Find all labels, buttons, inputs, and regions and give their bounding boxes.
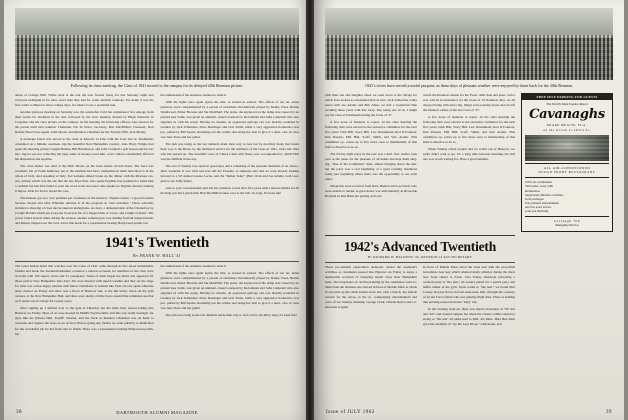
reunion-photo-right [325,8,613,80]
right-article-headline: 1942's Advanced Twentieth [344,238,497,254]
ad-feature-7: Au Fun, solar terrace [525,205,552,210]
ad-divider-2 [525,177,609,178]
ad-divider-3 [525,216,609,217]
right-article-para-3: In the evening went on, there was much circulation of "99 '42s and '42s" and around campus but when the classes combe started to swing at "the tent" all paths lead to Mid- dle Mass. Here Bob Kirk gave his rendition of "Up the Lazy River," with steam, and [423,307,515,327]
folio-page-number-right: 39 [606,410,612,415]
right-article-para-2: In front of Middle Mass stood the class tent with the proverbial bottomless beer keg which whetted many whistles during the short beer from sunset to dawn. Late Friday afternoon following a cocktail party at "the tent," all around joined for a punch party and buffet dinner at the gym. Upon return to "the tent," we found Bob Causey had just flown in from Anaconda, Mil., through the courtesy of an Air Force friend who was gaining flight time. There is nothing like arriving soused from the "long" trip. [423,265,515,305]
ad-location-line-1: MIAMI BEACH, FLA. [546,123,588,128]
advertisement-cavanaghs[interactable] [521,93,613,232]
left-article-para-4: With the lights once again aglow the mix- er started in earnest. The effects of our tal- ented grimaces were complemented by a parade of old-timers involuntarily played by Danny Trees, Bernie Smallwood, Elmer Browne and Stu MacPhail. The piano, the keyboard on the damp side caused by no printed beer baths, was given an unintent- tioned workout by Don Raisin and John Campbell who also supplied us with his songs. Having no dreams, an oppressed garbage can was heartily pounded in rotation by Jack Schleicher, Dave Dearinger and Jack Tuttle, while a very aggressive harmonica was pro- pelled by Bill Squire. Rounding out the combo and doing her best to give it a moti- vate of class was Jane Trees and her guitar. [160,271,299,311]
left-article-headline: 1941's Twentieth [104,235,210,252]
ad-feature-1: 100% air-conditioned [525,180,552,185]
page-left-content [15,8,299,402]
right-upper-col-3 [521,93,613,232]
right-article-byline: By RICHARD W. BALDWIN '42, REUNION CLASS SECRETARY [368,255,473,260]
left-article-para-3: the enthusiasm of the audience seemed to belie it. [160,264,227,269]
ad-divider [525,163,609,164]
right-article-para-1: Those pre-reunion expectation underesti- mated the weekend's activities as classmates poured into Hanover on Friday to enjoy a memorable occasion of renewing tender close New Hampshire skies. The long hours of careful planning by the committee went ev- ident from the moment one arrived in front of Middle Mass to check in and pick up the relish Indian straw hat, with a match- ing female version for the wives, to the ac- companying entertainment and color of our Sunday morning. George Clark, Charlie Reeve and Co. had done it again. [325,265,417,310]
right-article-columns [325,265,613,329]
ad-feature-8: acres (on theWalk) [525,209,549,214]
left-article-columns [15,264,299,338]
left-article-col-2 [161,264,300,338]
right-upper-col-2: curled the Reunion cannon for his Twen- tieth. Ken and jesus, Jack's son, will be in attendance for the Class of '41 Reunion. Roy, we all enjoyed being with and a big, things were pouring down and we left the bleakest cabins of the late Class of '37. A few notes of business to report. At the class meeting the following men were elected to the executive committee for the next five years: Dick Hill, Stacy Hill, Lew Drummond, Red O'Connors, Dan Preston, Phil Hall, Scoff- Smith, and Stev Aedler. This committee op- erates up to five more soon to membership of that fund to dissolve to do so. When Sunday rolled around and we rolled out of Hanover, we sadly didn't want to go. It's a long time between meetings but this one was worth waiting for. Have a good summer. [423,92,515,162]
page-left [4,0,310,420]
left-byline-rule [15,261,299,262]
right-article-col-3 [521,265,613,329]
ad-resort-photo [525,135,609,161]
page-right-content [325,8,613,402]
left-article-col-1 [15,264,154,338]
ad-brand-name: Cavanaghs [529,107,605,123]
right-article-col-1 [325,265,417,329]
left-article-divider [15,231,299,232]
reunion-photo-left [15,8,299,80]
ad-line-restaurant: OCEAN FRONT RESTAURANT [538,170,596,175]
left-article-para-1: The Great Indian Spirit that watches over the Class of 1941 came through in fine mood indomitable fashion and made the Twentieth Reunion a natural, a natural occasion, for members of the class were on hand with 100 square wives and 52 youngsters. Some of them began the hours and appeared for those perfect New Hampshire June days. We were blessed with superb weather and they set the stage for what was a most happy reunion with fellow classmates. It seemed like 1941 all over again when the skies cleared on Friday and there was a flood of Hanover sun, at the Inn lobby, down on the grill courses, at the New Hampshire Hall, and there were plenty of little faces around that reminded one that we'd better out of college for twenty years. [15,264,154,304]
ad-kicker: FREE SELF PARKING FOR GUESTS [522,94,612,100]
left-upper-columns [15,93,299,228]
left-article-para-2: After signing up I ambled over to the gym at Thursday but the main hour started jolting into Hanover on Friday. Most of us were housed in Middle Fayerweather and this was really nostalgic for guys like me (House Hall, Topliff, Streeter, and the Tuck as Reunion Chairman was on hand to welcome and register the class as we arrived. Before going any further we want publicly to thank Red for the wonderful job he did from start to finish. There was a presentation lacking Hollywood polish, but [15,306,154,336]
ad-feature-5: Golf privileges [525,196,544,201]
ad-feature-3: kitchenettes [525,188,540,193]
right-article-divider [325,235,515,236]
left-article-byline: By FRANK W. HALL '41 [133,253,181,259]
folio-issue-line: Issue of JULY 1962 [326,410,375,415]
ad-feature-2: 350 rooms, every with [525,184,553,189]
reunion-photo-left-caption: Following its class meeting, the Class of 1941 moved to the campus for its delayed 20th Reunion picture. [70,83,244,88]
folio-page-number-left: 38 [16,410,22,415]
right-upper-col-1: with their son and daughter when we went down to the village for lunch. Ken looked as astonished then as now. Jack Schleicher really noted with Joe Adams and Bob Allen, we had a wonderful time recalling those years with Ray Gray. Ray being one of us. I might say the class of Dartmouth during the Class of '37. A few notes of business to report. At the class meeting the following men were elected as the executive committee for the next five years: Dick Hill, Stacy Hill, Lew Drummond, Red O'Connors, Dan Preston, Phil Hall, Scoff- Smith, and Stev Aedler. This committee op- erates up to five more soon to membership of that fund to dissolve to do so. The Friday night party in the tent was a hail. Stev Aedler took over at the piano for the pleasure of all hands and kept them sing- ing. "One of the Committee" then, almost bringing down the tent, but the party was a real beginning of a great evening. Reunions really just beginning where there was the opportunity to see each other. Telegrams were received from Russ Hanlon and Lee Davis who were unable to attend. A great honor was unfortunately in Riverside Hospital in Red Bank but getting well and [325,92,417,199]
reunion-photo-right-caption: 1941's wives have served a useful purpose, as these days of pleasant weather were enjoyed by those back for the 20th Reunion. [364,83,574,88]
ad-pre-line: The World's Most Popular Resort [546,101,588,106]
ad-line-air: ALL AIR-CONDITIONED [543,165,591,170]
ad-feature-4: Supervised children's activities [525,192,564,197]
ad-manager: Managing Director [555,223,579,228]
right-article-col-2 [423,265,515,329]
page-right [314,0,624,420]
folio-magazine-name: DARTMOUTH ALUMNI MAGAZINE [116,410,198,415]
ad-footer: Cavanagh 'Sth [553,218,581,223]
left-article-para-5: The jam was rising as the last diehards made their way to bed, but by six-thirty long, it's been fun! [165,313,297,318]
right-byline-rule [325,262,515,263]
ad-location-line-2: on the Ocean at 163rd St. [543,127,591,132]
left-upper-col-1: dance at College Hall. While back at the tent the beer flowed freely for late Saturday night and everyone indulging in far more exact than they had for some cheerful reunions. For many it was the first return to Hanover since college days; for others it was a perennial trek. Another glorious morning on Saturday saw the somewhat vivid but unshattered '41s emerge from their rooms for breakfast in the non, followed by the class meeting chaired by Hugh Schwartz in Carpenter and the class picture on the campus. At the meeting the following officers were elected for the period until next reunion: Chairman, Dic de Notre, Secretary, Bob MacMillan; Treasurer, Don Raisin; Head Class Agent, John Moore; and Reunion Chairman for the Twenty-Fifth, Jack Maudy. A barbeque lunch was served to the class at Kiewit's in Etna with the food and re- freshments consumed on a hillside overlook- ing the beautiful New Hampshire country- side. Harry Wilgus had spent the morning giving Creight Holden, Bill Hutchinson, and John Crandell a golf lesson and he was hav- ing no success collecting the large sums of money owed him, a fact which considerably affected his disposition and appetite. The class dinner was held at the DOC House on the lawn beside Occom Pond. The food was excellent, but as Frank Mahoney put it, the martinis had more trampoline in them than there is in the whole of Italy. And speaking of Italy, Ted Lemeka almost broke up the dinner with his hilarious sto- ries, among which was the one that the late Pope Pius, who spoke English, had promised to make him a cardinal but had first failed to pass the word to his successor who speaks no English, thereby making it impos- sible for Ted to attend his case. The Pioneer got on a very polished per- formance of the musical, "Pajama Game," a good favourite because chosen and what Whitcher referred to in the program as "rent activities." Those activities included a showing of class movie taken in undergradu- ate days, a demonstration of the Chatterbox by Creight Holden which put everyone in several fits of a slipped disk or worse, and a night of music. The power failed several times during the session, another seldom goes was running football interpretations and Maudy tripped over the cord. All of this made for a presentation lacking Hollywood polish, but [15,92,154,226]
left-upper-col-2: the enthusiasm of the audience seemed to belie it. With the lights once again aglow the mix- er started in earnest. The effects of our tal- ented grimaces were complemented by a parade of old-timers involuntarily played by Danny Trees, Bernie Smallwood, Elmer Browne and Stu MacPhail. The piano, the keyboard on the damp side caused by no printed beer baths, was given an unintent- tioned workout by Don Raisin and John Campbell who also supplied us with his songs. Having no dreams, an oppressed garbage can was heartily pounded in rotation by Jack Schleicher, Dave Dearinger and Jack Tuttle, while a very aggressive harmonica was pro- pelled by Bill Squire. Rounding out the combo and doing her best to give it a moti- vate of class was Jane Trees and her guitar. The jam was rising as the last diehards made their way to bed, but by six-thirty many had found their way to the Brose, by the memorial service for the members of the Class of 1941, 1942 and 1942 who has passed on. The beautiful voice of Chuck Clark with floury solo accompanied by which Hall was the fullfield in the day. The rest of Sunday was spent in good-byes and a rehashing of the pleasant moments of an all-too-short weekend. It was with real love left the Tuesday, as someone said and we were already looking forward to a '65 named Louise Locke, and the "Indian Tonic" (Bob Clark and Joe Adams, both were glad to see Taffy Kerns. And so your correspondent puts his im- primatur to bed after five years with a sincere thanks for all the help you have given him. Bob MacMillan takes over to the bell. So long. It's been fun! [160,92,299,196]
right-upper-columns [325,93,613,232]
ad-feature-6: Free planned entertainment [525,201,559,206]
